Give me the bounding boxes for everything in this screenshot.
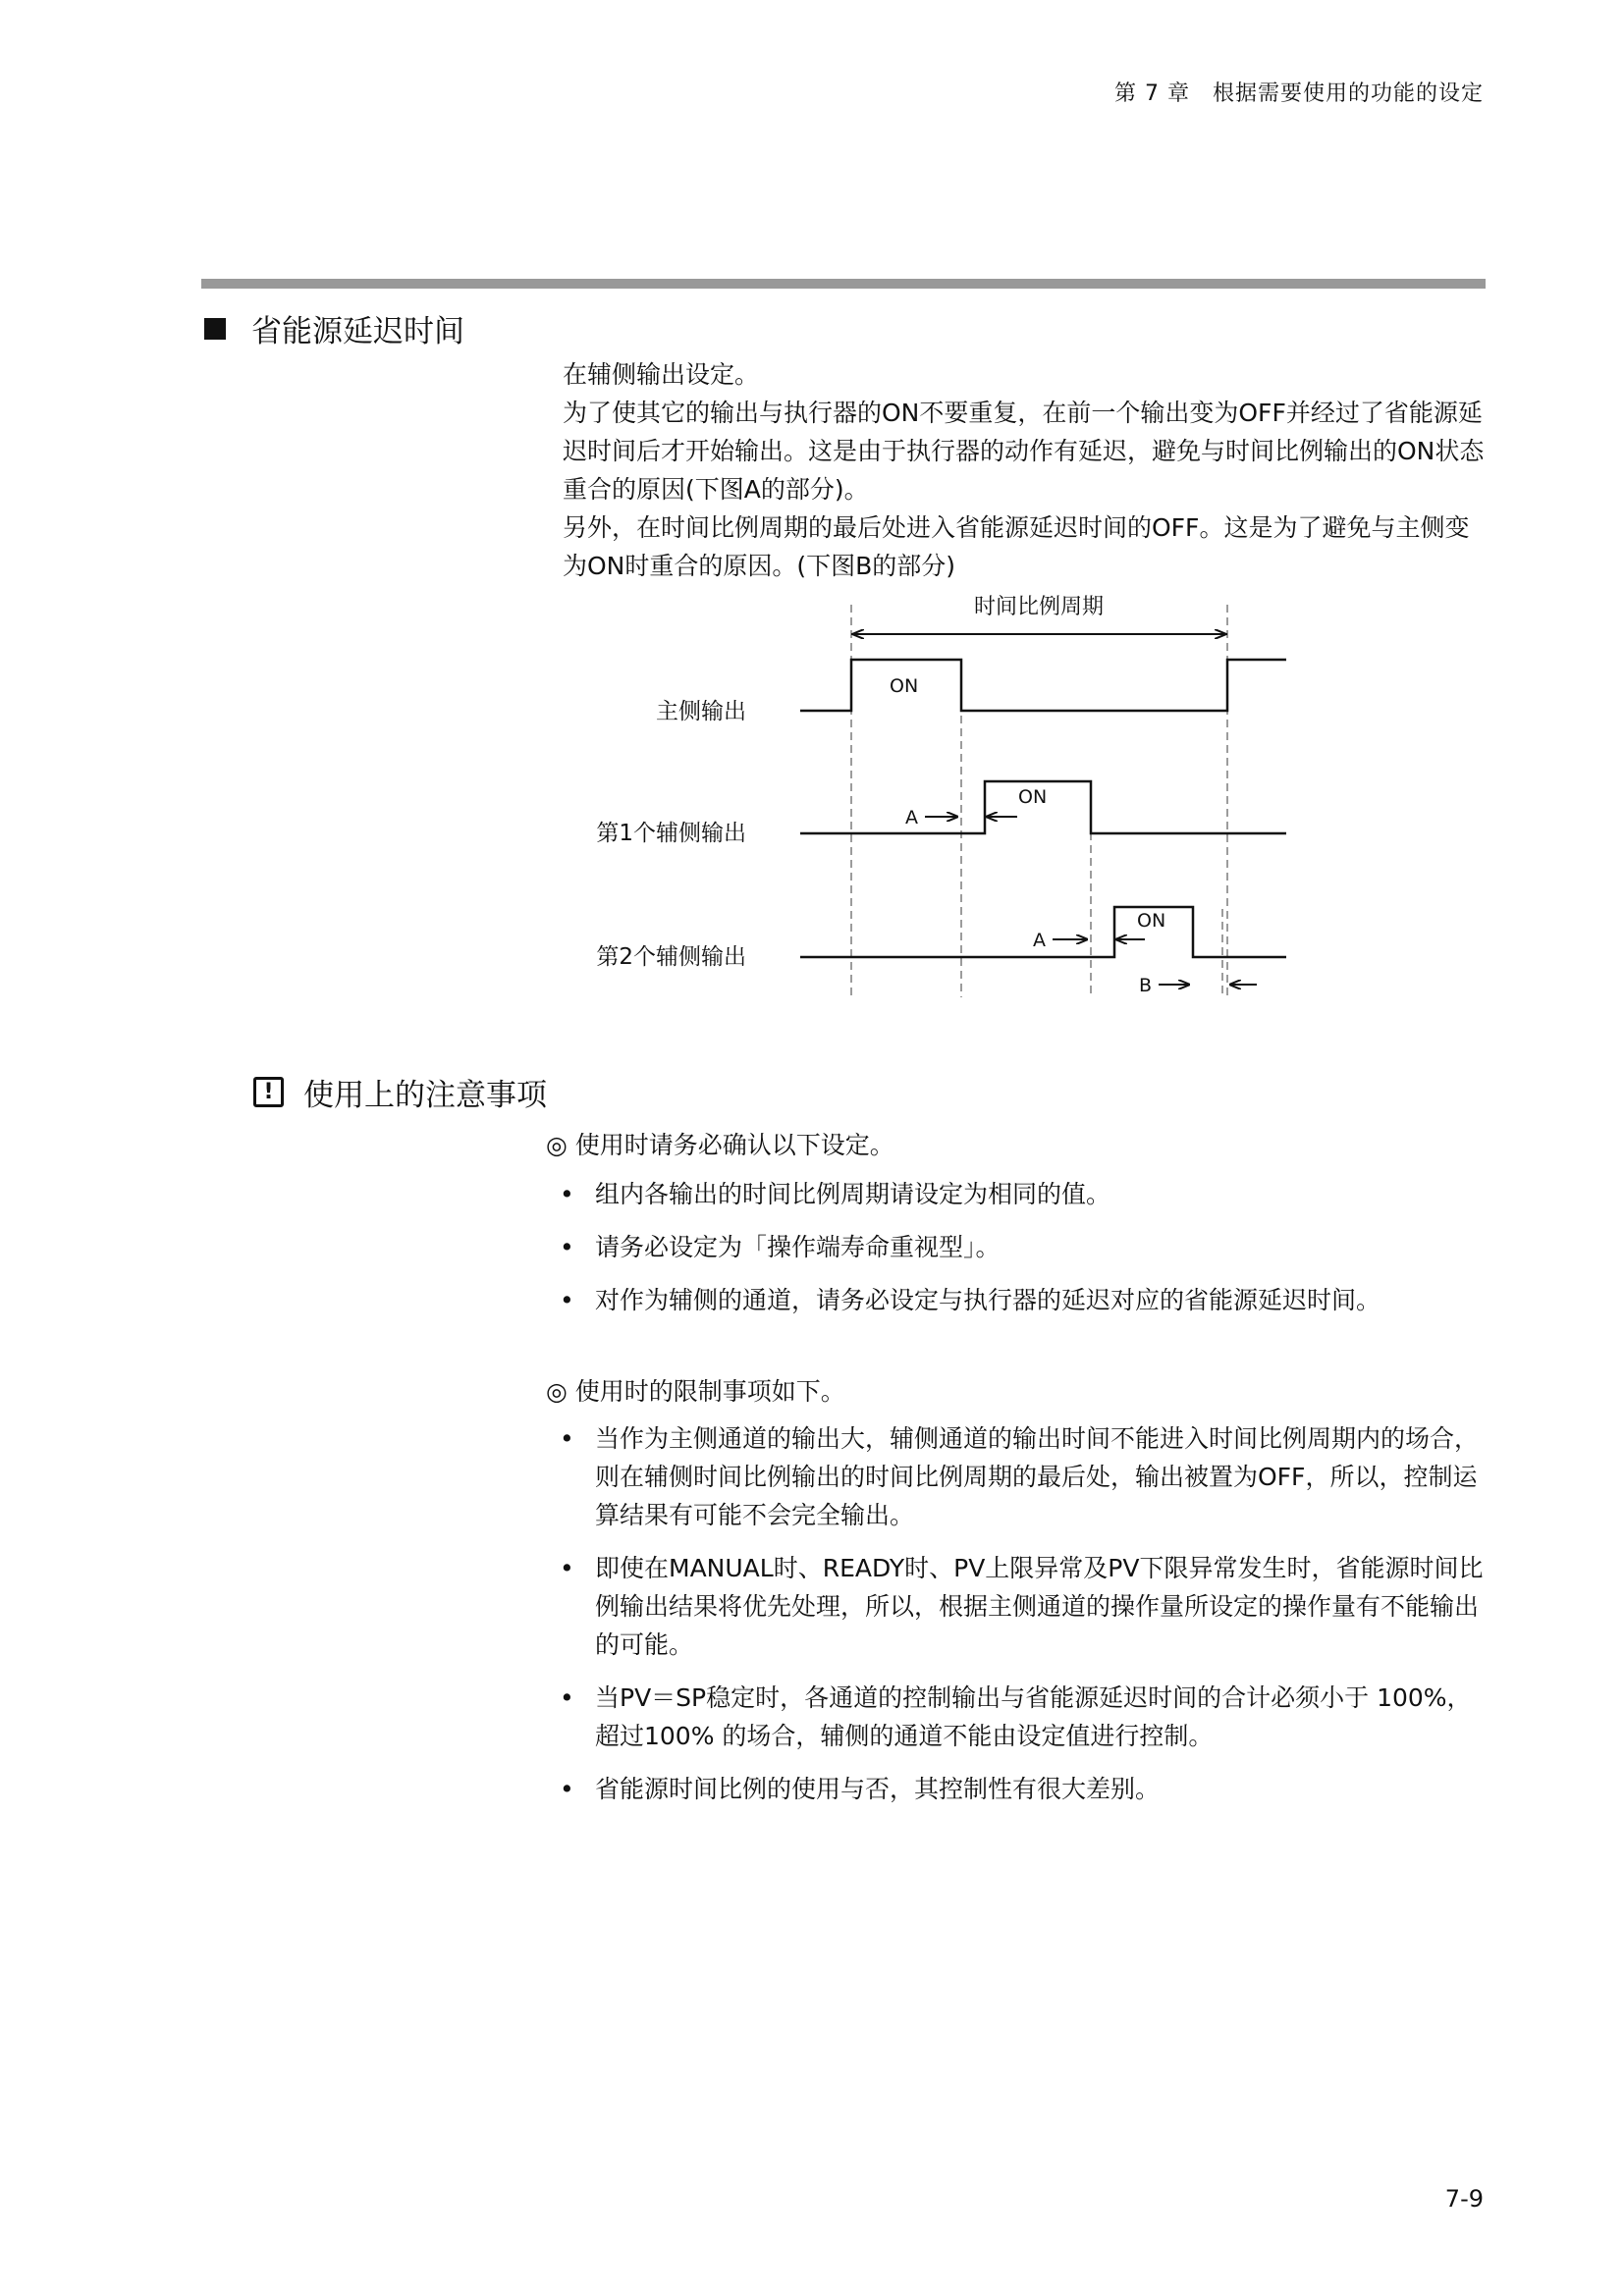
bullet-icon: • bbox=[560, 1180, 574, 1208]
note-group-heading: ◎ 使用时请务必确认以下设定。 bbox=[546, 1131, 894, 1159]
note-list bbox=[556, 1419, 1489, 1823]
on-label: ON bbox=[890, 675, 919, 697]
caution-icon: ! bbox=[253, 1077, 284, 1107]
b-label: B bbox=[1139, 975, 1153, 996]
note-list bbox=[556, 1175, 1489, 1334]
period-label: 时间比例周期 bbox=[973, 595, 1105, 619]
main-output-label: 主侧输出 bbox=[656, 699, 746, 724]
page-number: 7-9 bbox=[1444, 2185, 1484, 2213]
on-label: ON bbox=[1018, 786, 1048, 808]
list-item bbox=[556, 1175, 1489, 1213]
bullet-icon: • bbox=[560, 1554, 574, 1582]
section-body bbox=[563, 355, 1486, 585]
list-item-text: 组内各输出的时间比例周期请设定为相同的值。 bbox=[595, 1180, 1111, 1208]
bullet-icon: • bbox=[560, 1683, 574, 1712]
caution-title: 使用上的注意事项 bbox=[303, 1078, 547, 1113]
timing-diagram bbox=[560, 585, 1296, 1017]
bullet-icon: • bbox=[560, 1424, 574, 1453]
aux1-output-label: 第1个辅侧输出 bbox=[596, 821, 746, 846]
bullet-icon: • bbox=[560, 1233, 574, 1261]
aux2-output-label: 第2个辅侧输出 bbox=[596, 944, 746, 970]
note-group-heading: ◎ 使用时的限制事项如下。 bbox=[546, 1377, 845, 1406]
list-item-text: 当PV＝SP稳定时，各通道的控制输出与省能源延迟时间的合计必须小于 100%，超过100% 的场合，辅侧的通道不能由设定值进行控制。 bbox=[595, 1683, 1472, 1750]
main-output-waveform bbox=[800, 660, 1286, 711]
list-item bbox=[556, 1419, 1489, 1534]
a-label: A bbox=[905, 807, 918, 828]
a-label: A bbox=[1033, 930, 1046, 951]
chapter-header: 第 7 章 根据需要使用的功能的设定 bbox=[1114, 81, 1484, 106]
list-item bbox=[556, 1228, 1489, 1266]
section-rule bbox=[201, 279, 1486, 289]
section-heading bbox=[204, 306, 464, 350]
list-item bbox=[556, 1281, 1489, 1319]
list-item-text: 当作为主侧通道的输出大，辅侧通道的输出时间不能进入时间比例周期内的场合，则在辅侧时间比例输出的时间比例周期的最后处，输出被置为OFF，所以，控制运算结果有可能不会完全输出。 bbox=[595, 1424, 1480, 1529]
bullet-icon: • bbox=[560, 1775, 574, 1803]
bullet-icon: • bbox=[560, 1286, 574, 1314]
list-item-text: 请务必设定为「操作端寿命重视型」。 bbox=[595, 1233, 1001, 1261]
list-item bbox=[556, 1679, 1489, 1755]
paragraph: 为了使其它的输出与执行器的ON不要重复，在前一个输出变为OFF并经过了省能源延迟时间后才开始输出。这是由于执行器的动作有延迟，避免与时间比例输出的ON状态重合的原因(下图A的部分)。 bbox=[563, 399, 1485, 504]
list-item bbox=[556, 1549, 1489, 1664]
paragraph: 在辅侧输出设定。 bbox=[563, 360, 760, 389]
list-item-text: 即使在MANUAL时、READY时、PV上限异常及PV下限异常发生时，省能源时间比例输出结果将优先处理，所以，根据主侧通道的操作量所设定的操作量有不能输出的可能。 bbox=[595, 1554, 1484, 1659]
on-label: ON bbox=[1137, 910, 1166, 932]
list-item-text: 省能源时间比例的使用与否，其控制性有很大差别。 bbox=[595, 1775, 1161, 1803]
list-item bbox=[556, 1770, 1489, 1808]
caution-heading bbox=[253, 1070, 547, 1114]
square-bullet-icon bbox=[204, 318, 226, 340]
paragraph: 另外，在时间比例周期的最后处进入省能源延迟时间的OFF。这是为了避免与主侧变为ON时重合的原因。(下图B的部分) bbox=[563, 513, 1470, 580]
section-title: 省能源延迟时间 bbox=[251, 314, 464, 349]
list-item-text: 对作为辅侧的通道，请务必设定与执行器的延迟对应的省能源延迟时间。 bbox=[595, 1286, 1381, 1314]
